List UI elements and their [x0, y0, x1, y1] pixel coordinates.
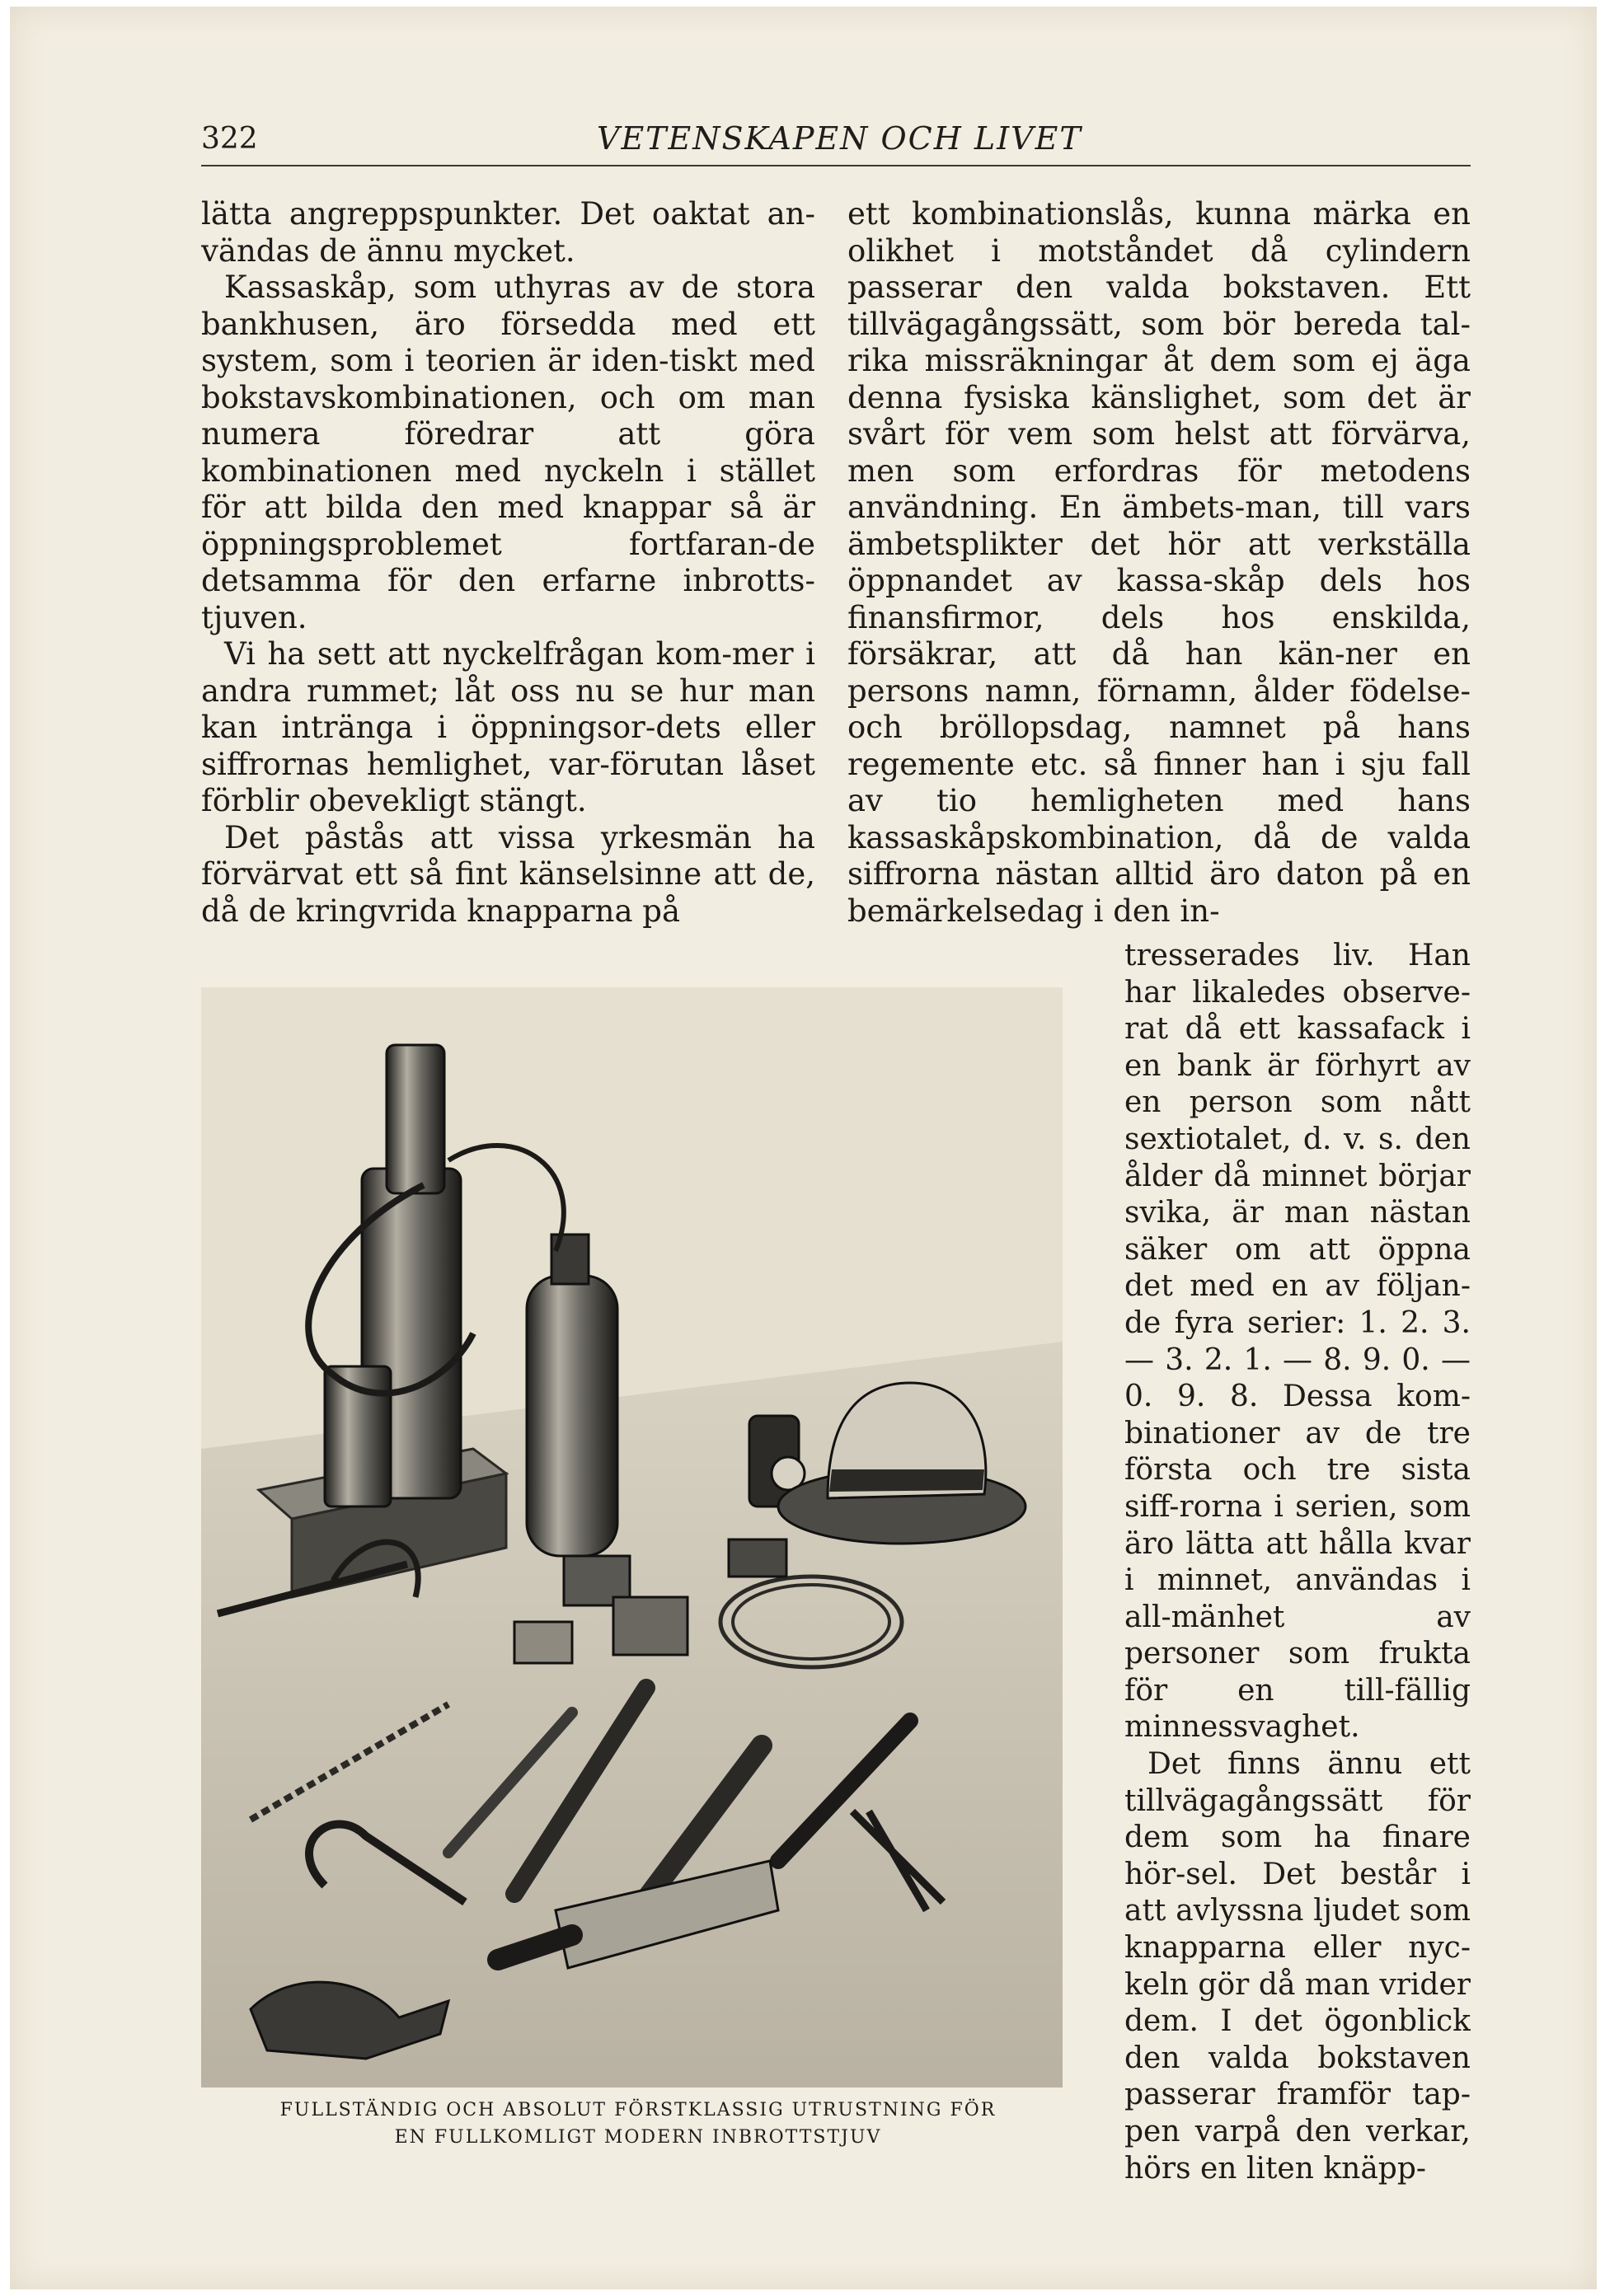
- left-column: [201, 196, 815, 979]
- figure-caption: [201, 2097, 1075, 2151]
- paragraph: Det påstås att vissa yrkesmän ha förvärvat ett så fint känselsinne att de, då de kringvrida knapparna på: [201, 819, 815, 929]
- running-head: [201, 115, 1471, 166]
- burglar-tools-drawing: [201, 987, 1063, 2087]
- caption-line: EN FULLKOMLIGT MODERN INBROTTSTJUV: [394, 2127, 882, 2148]
- journal-title: VETENSKAPEN OCH LIVET: [597, 120, 1082, 157]
- paragraph: ett kombinationslås, kunna märka en olikhet i motståndet då cylindern passerar den valda bokstaven. Ett tillvägagångssätt, som bör bereda tal-rika missräkningar åt dem som ej äga denna fysiska känslighet, som det är svårt för vem som helst att förvärva, men som erfordras för metodens användning. En ämbets-man, till vars ämbetsplikter det hör att verkställa öppnandet av kassa-skåp dels hos finansfirmor, dels hos enskilda, försäkrar, att då han kän-ner en persons namn, förnamn, ålder födelse- och bröllopsdag, namnet på hans regemente etc. så finner han i sju fall av tio hemligheten med hans kassaskåpskombination, då de valda siffrorna nästan alltid äro daton på en bemärkelsedag i den in-: [847, 196, 1471, 929]
- paragraph: tresserades liv. Han har likaledes observe-rat då ett kassafack i en bank är förhyrt av en person som nått sextiotalet, d. v. s. den ålder då minnet börjar svika, är man nästan säker om att öppna det med en av följan-de fyra serier: 1. 2. 3. — 3. 2. 1. — 8. 9. 0. — 0. 9. 8. Dessa kom-binationer av de tre första och tre sista siff-rorna i serien, som äro lätta att hålla kvar i minnet, användas i all-mänhet av personer som frukta för en till-fällig minnessvaghet.: [1124, 939, 1471, 1745]
- right-column: [847, 196, 1471, 971]
- burglar-tools-illustration: [201, 987, 1063, 2087]
- paragraph: Kassaskåp, som uthyras av de stora bankhusen, äro försedda med ett system, som i teorien är iden-tiskt med bokstavskombinationen, och om man numera föredrar att göra kombinationen med nyckeln i stället för att bilda den med knappar så är öppningsproblemet fortfaran-de detsamma för den erfarne inbrotts-tjuven.: [201, 269, 815, 635]
- page-number: 322: [201, 122, 258, 156]
- narrow-column: [1124, 938, 1471, 2191]
- paragraph: lätta angreppspunkter. Det oaktat an-vändas de ännu mycket.: [201, 196, 815, 269]
- caption-line: FULLSTÄNDIG OCH ABSOLUT FÖRSTKLASSIG UTRUSTNING FÖR: [279, 2100, 997, 2120]
- page: [10, 7, 1597, 2289]
- paragraph: Vi ha sett att nyckelfrågan kom-mer i andra rummet; låt oss nu se hur man kan intränga i öppningsor-dets eller siffrornas hemlighet, var-förutan låset förblir obevekligt stängt.: [201, 636, 815, 818]
- paragraph: Det finns ännu ett tillvägagångssätt för dem som ha finare hör-sel. Det består i att avlyssna ljudet som knapparna eller nyc-keln gör då man vrider dem. I det ögonblick den valda bokstaven passerar framför tap-pen varpå den verkar, hörs en liten knäpp-: [1124, 1747, 1471, 2186]
